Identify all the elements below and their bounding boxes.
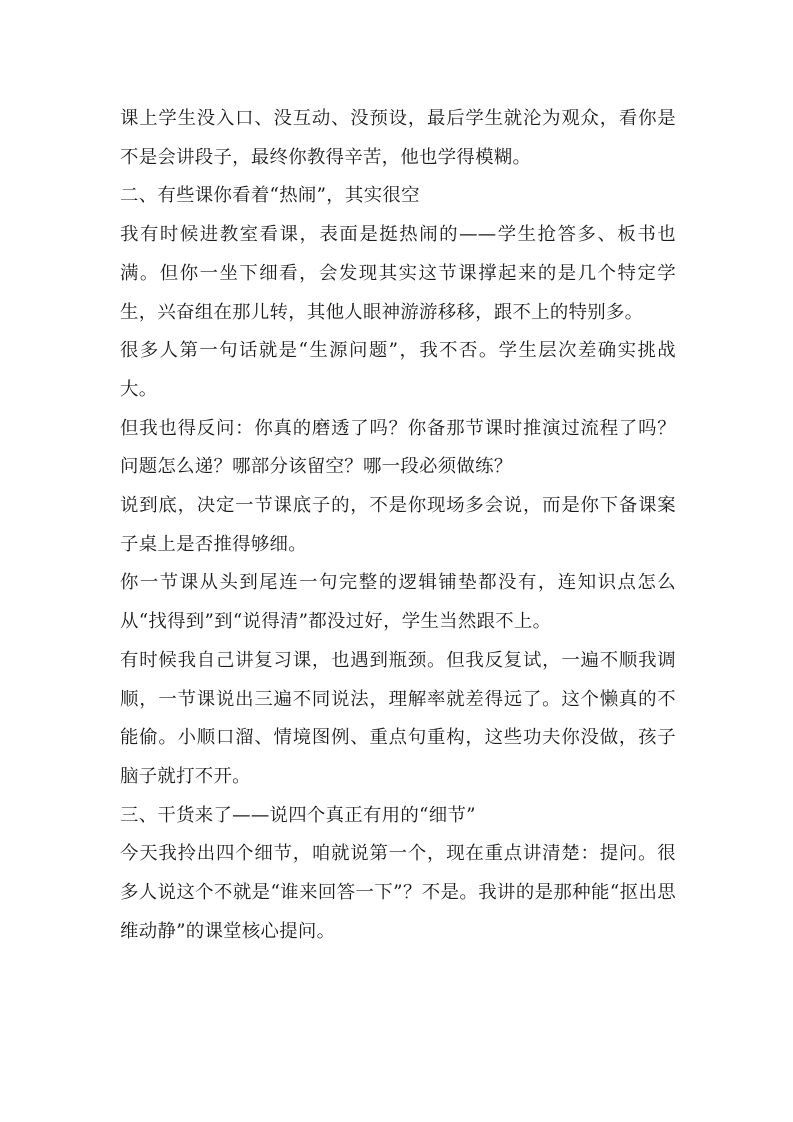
paragraph: 课上学生没入口、没互动、没预设，最后学生就沦为观众，看你是不是会讲段子，最终你教得辛苦，他也学得模糊。	[120, 108, 676, 168]
section-heading: 三、干货来了——说四个真正有用的“细节”	[120, 804, 476, 826]
document-body	[120, 100, 676, 951]
paragraph: 我有时候进教室看课，表面是挺热闹的——学生抢答多、板书也满。但你一坐下细看，会发现其实这节课撑起来的是几个特定学生，兴奋组在那儿转，其他人眼神游游移移，跟不上的特别多。	[120, 224, 676, 323]
paragraph: 你一节课从头到尾连一句完整的逻辑铺垫都没有，连知识点怎么从“找得到”到“说得清”都没过好，学生当然跟不上。	[120, 572, 676, 633]
paragraph: 今天我拎出四个细节，咱就说第一个，现在重点讲清楚：提问。很多人说这个不就是“谁来回答一下”？不是。我讲的是那种能“抠出思维动静”的课堂核心提问。	[120, 843, 676, 942]
paragraph: 有时候我自己讲复习课，也遇到瓶颈。但我反复试，一遍不顺我调顺，一节课说出三遍不同说法，理解率就差得远了。这个懒真的不能偷。小顺口溜、情境图例、重点句重构，这些功夫你没做，孩子脑子就打不开。	[120, 649, 676, 787]
section-heading: 二、有些课你看着“热闹”，其实很空	[120, 185, 420, 207]
paragraph: 很多人第一句话就是“生源问题”，我不否。学生层次差确实挑战大。	[120, 340, 676, 400]
paragraph: 但我也得反问：你真的磨透了吗？你备那节课时推演过流程了吗？问题怎么递？哪部分该留空？哪一段必须做练？	[120, 417, 676, 478]
paragraph: 说到底，决定一节课底子的，不是你现场多会说，而是你下备课案子桌上是否推得够细。	[120, 495, 676, 555]
